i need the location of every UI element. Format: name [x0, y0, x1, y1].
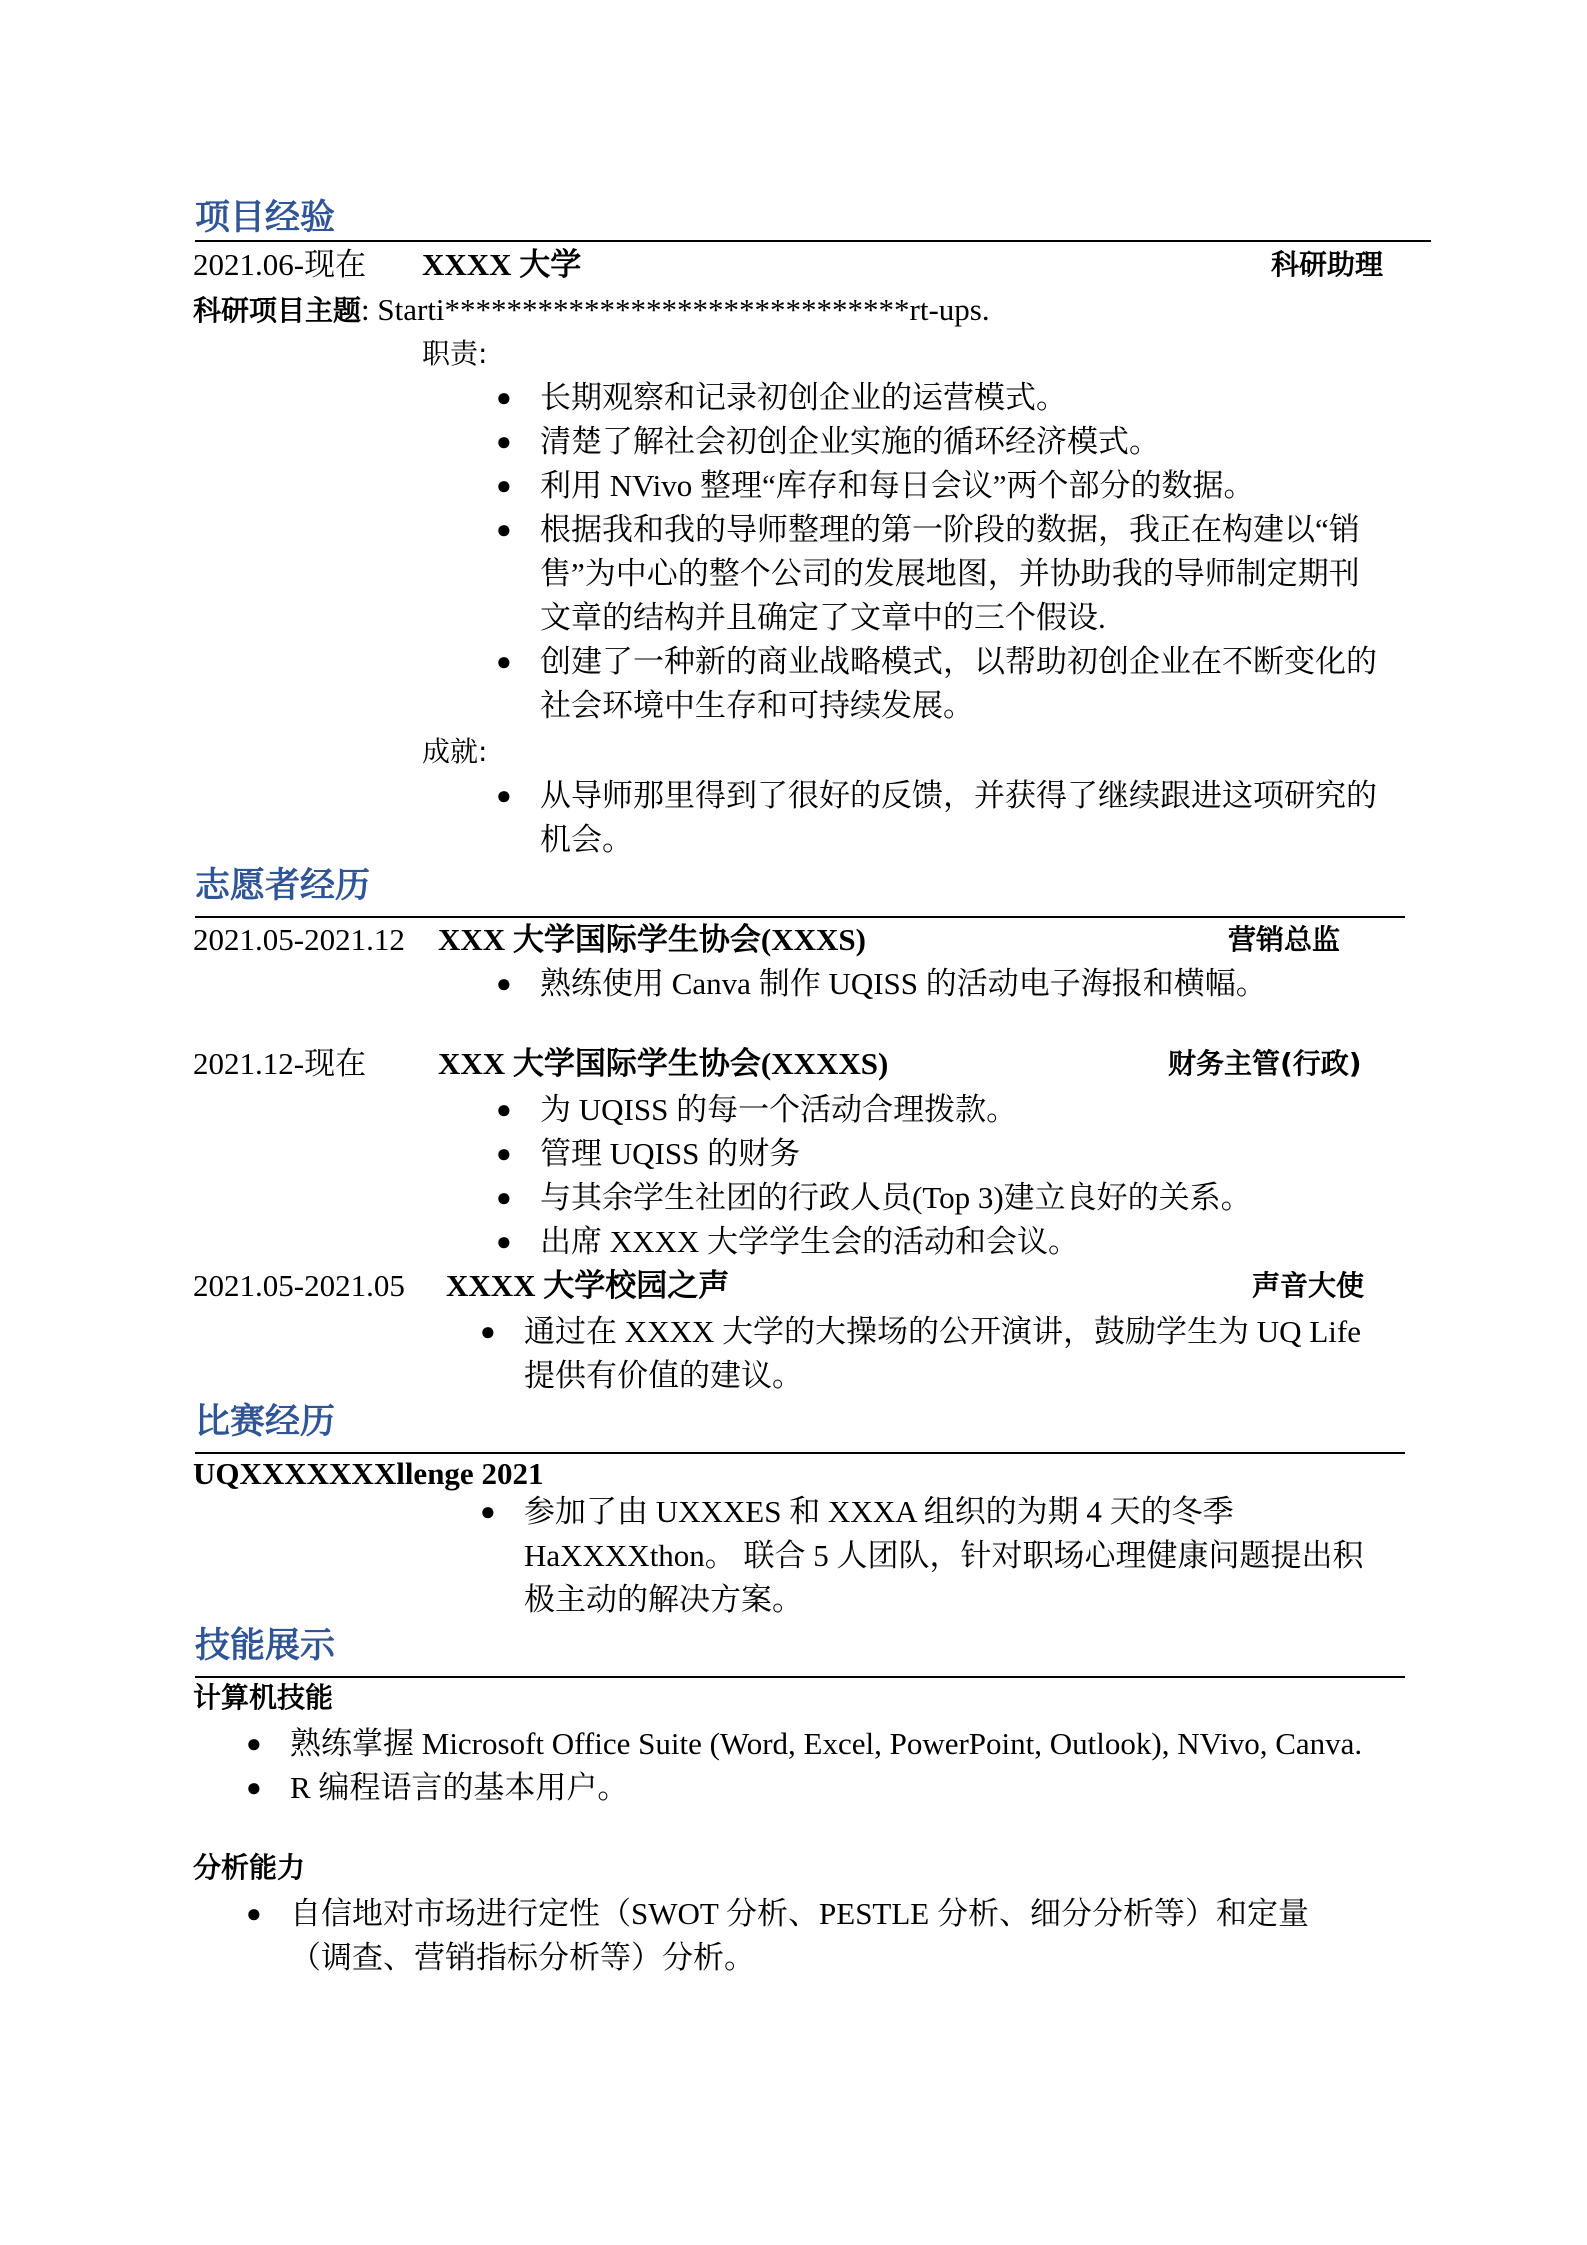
duty-item-1: ● 长期观察和记录初创企业的运营模式。: [540, 376, 1390, 420]
computer-skills-label: 计算机技能: [193, 1681, 334, 1714]
volunteer-2-org: XXX 大学国际学生协会(XXXXS): [438, 1046, 889, 1081]
bullet-icon: ●: [246, 1729, 262, 1758]
project-date: 2021.06-现在: [193, 247, 367, 282]
volunteer-2-date: 2021.12-现在: [193, 1046, 367, 1081]
volunteer-2-role: 财务主管(行政): [1168, 1047, 1362, 1080]
duty-item-2: ● 清楚了解社会初创企业实施的循环经济模式。: [540, 420, 1390, 464]
project-topic-label: 科研项目主题: [193, 294, 362, 327]
project-topic: [193, 290, 990, 331]
volunteer-3-date: 2021.05-2021.05: [193, 1268, 405, 1303]
volunteer-2-bullet-2: ● 管理 UQISS 的财务: [540, 1132, 1390, 1176]
bullet-icon: ●: [496, 383, 512, 412]
bullet-icon: ●: [496, 1139, 512, 1168]
section-title-projects: 项目经验: [195, 198, 336, 238]
computer-skill-1: ● 熟练掌握 Microsoft Office Suite (Word, Excel, PowerPoint, Outlook), NVivo, Canva.: [290, 1722, 1450, 1766]
bullet-icon: ●: [480, 1317, 496, 1346]
analysis-skill-1: ● 自信地对市场进行定性（SWOT 分析、PESTLE 分析、细分分析等）和定量（调查、营销指标分析等）分析。: [290, 1892, 1370, 1980]
bullet-icon: ●: [496, 1183, 512, 1212]
section-title-skills: 技能展示: [195, 1626, 336, 1666]
achievement-item-1: ● 从导师那里得到了很好的反馈，并获得了继续跟进这项研究的机会。: [540, 774, 1390, 862]
bullet-icon: ●: [496, 471, 512, 500]
volunteer-3-role: 声音大使: [1252, 1269, 1365, 1302]
project-org: XXXX 大学: [422, 247, 582, 282]
section-rule-projects: [195, 240, 1431, 242]
duty-item-5: ● 创建了一种新的商业战略模式，以帮助初创企业在不断变化的社会环境中生存和可持续发展。: [540, 640, 1390, 728]
bullet-icon: ●: [496, 647, 512, 676]
volunteer-3-org: XXXX 大学校园之声: [446, 1268, 730, 1303]
volunteer-2-bullet-3: ● 与其余学生社团的行政人员(Top 3)建立良好的关系。: [540, 1176, 1390, 1220]
bullet-icon: ●: [480, 1497, 496, 1526]
bullet-icon: ●: [246, 1773, 262, 1802]
competition-name: UQXXXXXXXllenge 2021: [193, 1456, 544, 1491]
volunteer-2-bullet-1: ● 为 UQISS 的每一个活动合理拨款。: [540, 1088, 1390, 1132]
volunteer-3-bullet-1: ● 通过在 XXXX 大学的大操场的公开演讲，鼓励学生为 UQ Life 提供有价值的建议。: [524, 1310, 1394, 1398]
section-rule-skills: [195, 1676, 1405, 1678]
duty-item-4: ● 根据我和我的导师整理的第一阶段的数据，我正在构建以“销售”为中心的整个公司的发展地图，并协助我的导师制定期刊文章的结构并且确定了文章中的三个假设.: [540, 508, 1390, 640]
bullet-icon: ●: [496, 427, 512, 456]
achievements-label: 成就:: [422, 735, 488, 768]
section-title-volunteer: 志愿者经历: [195, 866, 371, 906]
volunteer-1-date: 2021.05-2021.12: [193, 922, 405, 957]
bullet-icon: ●: [246, 1899, 262, 1928]
analysis-skills-label: 分析能力: [193, 1851, 306, 1884]
volunteer-1-bullet-1: ● 熟练使用 Canva 制作 UQISS 的活动电子海报和横幅。: [540, 962, 1390, 1006]
volunteer-1-role: 营销总监: [1228, 923, 1341, 956]
project-topic-text: : Starti******************************rt-ups.: [361, 292, 990, 327]
project-role: 科研助理: [1271, 248, 1384, 281]
competition-bullet-1: ● 参加了由 UXXXES 和 XXXA 组织的为期 4 天的冬季 HaXXXXthon。 联合 5 人团队，针对职场心理健康问题提出积极主动的解决方案。: [524, 1490, 1394, 1622]
volunteer-2-bullet-4: ● 出席 XXXX 大学学生会的活动和会议。: [540, 1220, 1390, 1264]
section-title-competitions: 比赛经历: [195, 1402, 336, 1442]
bullet-icon: ●: [496, 1227, 512, 1256]
duties-label: 职责:: [422, 337, 488, 370]
section-rule-volunteer: [195, 916, 1405, 918]
computer-skill-2: ● R 编程语言的基本用户。: [290, 1766, 1390, 1810]
duty-item-3: ● 利用 NVivo 整理“库存和每日会议”两个部分的数据。: [540, 464, 1390, 508]
volunteer-1-org: XXX 大学国际学生协会(XXXS): [438, 922, 866, 957]
bullet-icon: ●: [496, 1095, 512, 1124]
bullet-icon: ●: [496, 515, 512, 544]
bullet-icon: ●: [496, 781, 512, 810]
bullet-icon: ●: [496, 969, 512, 998]
